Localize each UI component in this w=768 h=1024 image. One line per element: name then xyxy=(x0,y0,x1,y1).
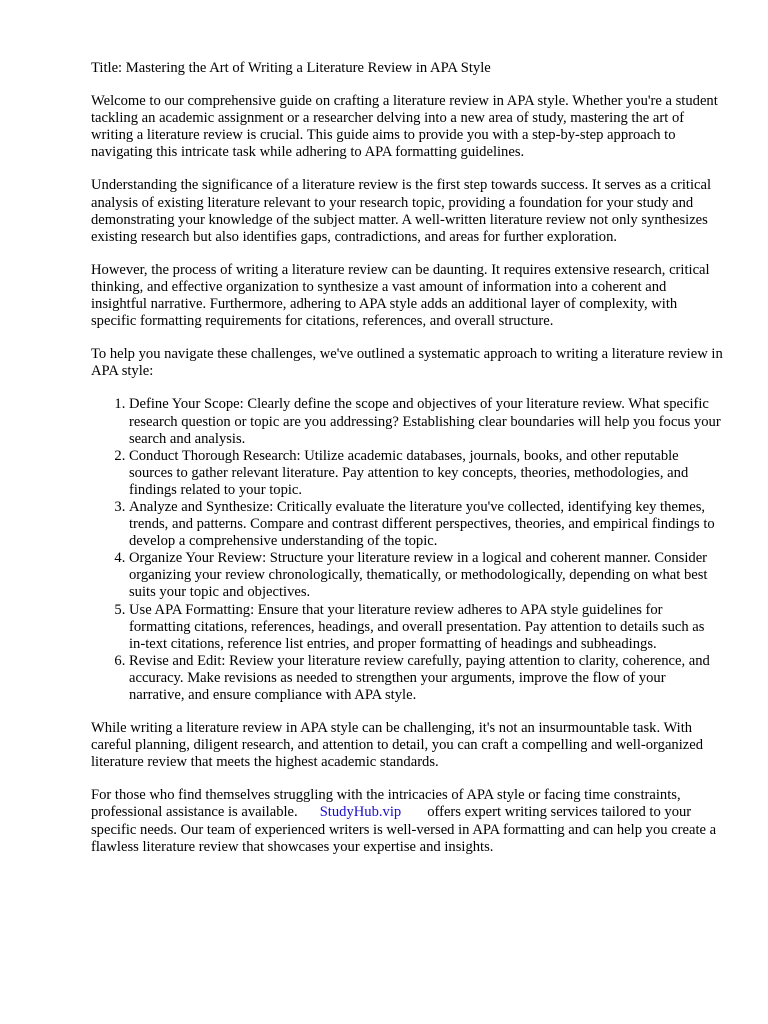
list-item: 4. Organize Your Review: Structure your literature review in a logical and coherent manner. Consider organizing your review chronologically, thematically, or methodologically, depending on what best suits your topic and objectives. xyxy=(129,550,723,601)
studyhub-link[interactable]: StudyHub.vip xyxy=(319,804,402,821)
document-page xyxy=(91,60,723,872)
list-item: 5. Use APA Formatting: Ensure that your literature review adheres to APA style guidelines for formatting citations, references, headings, and overall presentation. Pay attention to details such as in-text citations, reference list entries, and proper formatting of headings and subheadings. xyxy=(129,602,723,653)
closing-paragraph: While writing a literature review in APA style can be challenging, it's not an insurmountable task. With careful planning, diligent research, and attention to detail, you can craft a compelling and well-organized literature review that meets the highest academic standards. xyxy=(91,720,704,771)
final-text-before-link: For those who find themselves struggling with the intricacies of APA style or facing time constraints, professional assistance is available. xyxy=(91,787,681,821)
list-item: 2. Conduct Thorough Research: Utilize academic databases, journals, books, and other reputable sources to gather relevant literature. Pay attention to key concepts, theories, methodologies, and findings related to your topic. xyxy=(129,448,723,499)
list-item: 3. Analyze and Synthesize: Critically evaluate the literature you've collected, identifying key themes, trends, and patterns. Compare and contrast different perspectives, theories, and empirical findings to develop a comprehensive understanding of the topic. xyxy=(129,499,723,550)
intro-paragraph: Welcome to our comprehensive guide on crafting a literature review in APA style. Whether you're a student tackling an academic assignment or a researcher delving into a new area of study, mastering the art of writing a literature review is crucial. This guide aims to provide you with a step-by-step approach to navigating this intricate task while adhering to APA formatting guidelines. xyxy=(91,93,718,161)
challenges-paragraph: However, the process of writing a literature review can be daunting. It requires extensive research, critical thinking, and effective organization to synthesize a vast amount of information into a coherent and insightful narrative. Furthermore, adhering to APA style adds an additional layer of complexity, with specific formatting requirements for citations, references, and overall structure. xyxy=(91,261,710,330)
significance-paragraph: Understanding the significance of a literature review is the first step towards success. It serves as a critical analysis of existing literature relevant to your research topic, providing a foundation for your study and demonstrating your knowledge of the subject matter. A well-written literature review not only synthesizes existing research but also identifies gaps, contradictions, and areas for further exploration. xyxy=(91,177,712,245)
approach-intro-paragraph: To help you navigate these challenges, we've outlined a systematic approach to writing a literature review in APA style: xyxy=(91,346,723,380)
steps-list xyxy=(91,396,723,704)
final-paragraph xyxy=(91,787,723,855)
final-text-after-link: offers expert writing services tailored to your specific needs. Our team of experienced writers is well-versed in APA formatting and can help you create a flawless literature review that showcases your expertise and insights. xyxy=(91,804,717,855)
list-item: 6. Revise and Edit: Review your literature review carefully, paying attention to clarity, coherence, and accuracy. Make revisions as needed to strengthen your arguments, improve the flow of your narrative, and ensure compliance with APA style. xyxy=(129,653,723,704)
list-item: 1. Define Your Scope: Clearly define the scope and objectives of your literature review. What specific research question or topic are you addressing? Establishing clear boundaries will help you focus your search and analysis. xyxy=(129,396,723,447)
document-title: Title: Mastering the Art of Writing a Literature Review in APA Style xyxy=(91,60,491,76)
